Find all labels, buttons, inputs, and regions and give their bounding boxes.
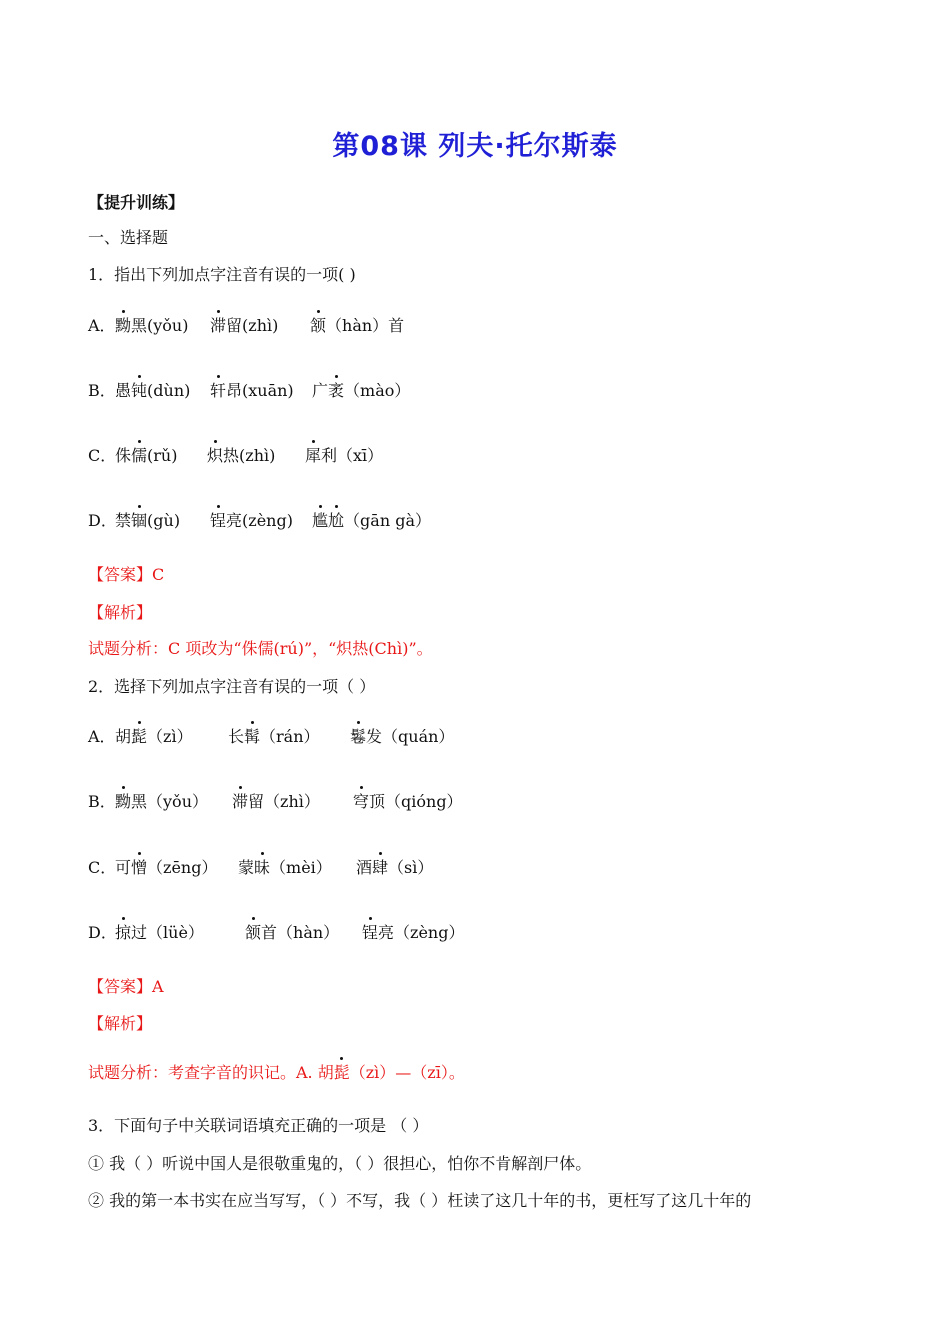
option-item-1: 禁锢(gù) [115, 511, 181, 530]
option-item-2: 长髯（rán） [228, 727, 320, 746]
option-label: D． [88, 511, 117, 530]
option-item-2: 蒙昧（mèi） [238, 858, 332, 877]
q2-answer: 【答案】A [88, 977, 164, 996]
option-item-2: 滞留（zhì） [232, 792, 320, 811]
q1-answer: 【答案】C [88, 565, 165, 584]
q1-stem: 1．指出下列加点字注音有误的一项( ) [88, 265, 356, 284]
section-heading: 【提升训练】 [88, 193, 185, 212]
option-item-3: 犀利（xī） [305, 446, 384, 465]
option-label: C． [88, 858, 117, 877]
option-item-2: 轩昂(xuān) [210, 381, 294, 400]
option-item-3: 颔（hàn）首 [310, 316, 405, 335]
q3-sentence-2: ② 我的第一本书实在应当写写，（ ）不写，我（ ）枉读了这几十年的书，更枉写了这几十年的 [88, 1191, 752, 1210]
option-item-1: 掠过（lüè） [115, 923, 204, 942]
option-label: D． [88, 923, 117, 942]
option-item-1: 黝黑(yǒu) [115, 316, 189, 335]
option-item-1: 胡髭（zì） [115, 727, 193, 746]
option-item-3: 酒肆（sì） [356, 858, 434, 877]
option-item-3: 广袤（mào） [312, 381, 411, 400]
q1-analysis-label: 【解析】 [88, 603, 153, 622]
q2-analysis: 试题分析：考查字音的识记。A. 胡髭（zì）—（zī）。 [88, 1063, 465, 1082]
q3-stem: 3．下面句子中关联词语填充正确的一项是 （ ） [88, 1116, 429, 1135]
option-item-1: 可憎（zēng） [115, 858, 218, 877]
option-item-2: 锃亮(zèng) [210, 511, 293, 530]
option-item-1: 侏儒(rǔ) [115, 446, 178, 465]
page-title: 第08课 列夫·托尔斯泰 [332, 131, 618, 162]
option-label: A． [88, 727, 116, 746]
option-label: A． [88, 316, 116, 335]
option-label: B． [88, 381, 116, 400]
q2-analysis-label: 【解析】 [88, 1014, 153, 1033]
option-item-1: 黝黑（yǒu） [115, 792, 208, 811]
option-item-2: 滞留(zhì) [210, 316, 279, 335]
option-item-1: 愚钝(dùn) [115, 381, 191, 400]
option-item-2: 颔首（hàn） [245, 923, 340, 942]
option-item-3: 鬈发（quán） [350, 727, 455, 746]
q1-analysis: 试题分析：C 项改为“侏儒(rú)”，“炽热(Chì)”。 [88, 639, 433, 658]
option-label: B． [88, 792, 116, 811]
q2-stem: 2．选择下列加点字注音有误的一项（ ） [88, 677, 376, 696]
q3-sentence-1: ① 我（ ）听说中国人是很敬重鬼的，（ ）很担心，怕你不肯解剖尸体。 [88, 1154, 592, 1173]
option-item-3: 尴尬（gān gà） [312, 511, 431, 530]
option-label: C． [88, 446, 117, 465]
part-heading: 一、选择题 [88, 228, 169, 247]
option-item-3: 锃亮（zèng） [362, 923, 465, 942]
option-item-2: 炽热(zhì) [207, 446, 276, 465]
option-item-3: 穹顶（qióng） [353, 792, 463, 811]
